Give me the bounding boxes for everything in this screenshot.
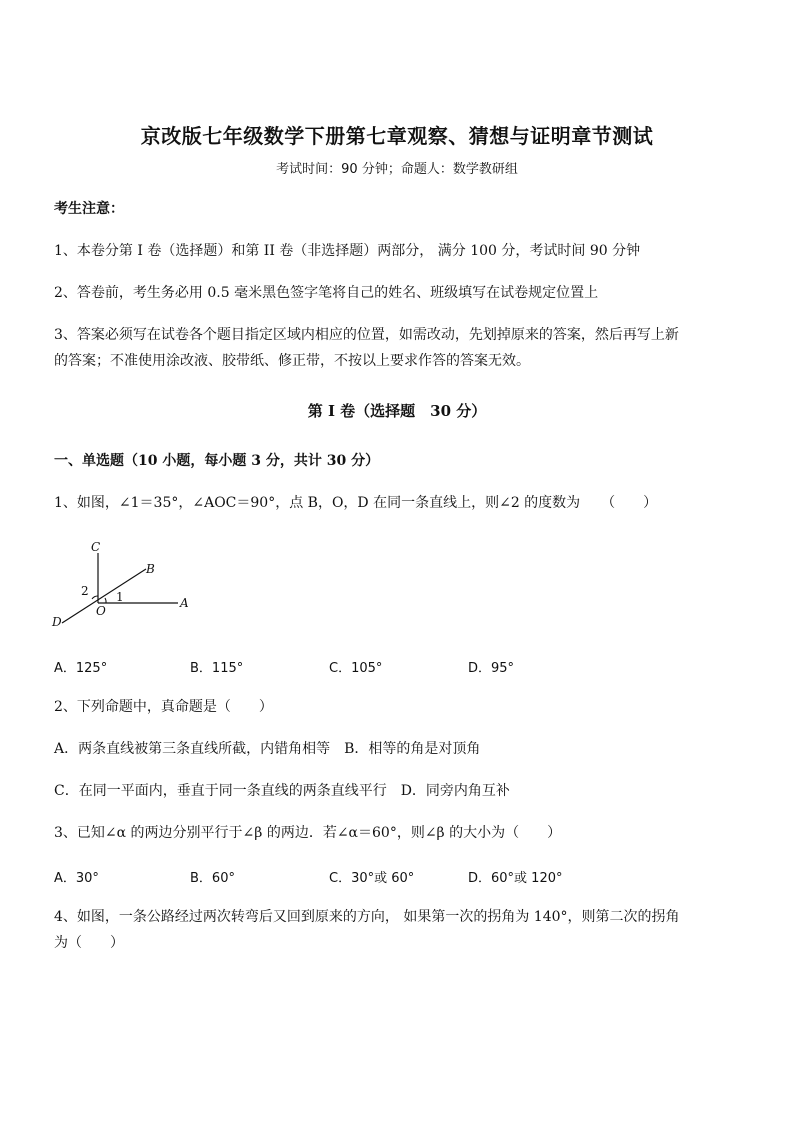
label-d: D (52, 615, 62, 629)
question-1-option-c: C．105° (329, 661, 383, 676)
notice-item-3-line2: 的答案；不准使用涂改液、胶带纸、修正带，不按以上要求作答的答案无效。 (54, 353, 530, 369)
section-title: 第 I 卷（选择题 30 分） (307, 402, 487, 420)
question-1-figure (50, 535, 200, 630)
question-1-option-b: B．115° (190, 661, 244, 676)
question-3-option-a: A．30° (54, 871, 99, 886)
document-subtitle: 考试时间：90 分钟；命题人：数学教研组 (276, 162, 518, 177)
label-b: B (146, 562, 155, 576)
question-3-option-c: C．30°或 60° (329, 871, 415, 886)
question-1-text: 1、如图，∠1＝35°，∠AOC＝90°，点 B，O，D 在同一条直线上，则∠2 的度数为 （ ） (54, 495, 658, 511)
question-2-options-line1: A．两条直线被第三条直线所截，内错角相等 B．相等的角是对顶角 (54, 741, 481, 757)
question-2-options-line2: C．在同一平面内，垂直于同一条直线的两条直线平行 D．同旁内角互补 (54, 783, 510, 799)
question-4-line2: 为（ ） (54, 935, 124, 951)
question-1-option-d: D．95° (468, 661, 515, 676)
label-angle-1: 1 (116, 590, 124, 604)
label-angle-2: 2 (81, 584, 89, 598)
notice-item-1: 1、本卷分第 I 卷（选择题）和第 II 卷（非选择题）两部分， 满分 100 分，考试时间 90 分钟 (54, 243, 641, 259)
label-a: A (180, 596, 189, 610)
notice-heading: 考生注意： (54, 201, 124, 217)
notice-item-2: 2、答卷前，考生务必用 0.5 毫米黑色签字笔将自己的姓名、班级填写在试卷规定位置上 (54, 285, 599, 301)
question-3-option-b: B．60° (190, 871, 235, 886)
question-4-line1: 4、如图，一条公路经过两次转弯后又回到原来的方向， 如果第一次的拐角为 140°，则第二次的拐角 (54, 909, 680, 925)
label-o: O (96, 604, 106, 618)
question-2-text: 2、下列命题中，真命题是（ ） (54, 699, 273, 715)
notice-item-3-line1: 3、答案必须写在试卷各个题目指定区域内相应的位置，如需改动，先划掉原来的答案，然后再写上新 (54, 327, 679, 343)
part-heading: 一、单选题（10 小题，每小题 3 分，共计 30 分） (54, 453, 380, 469)
question-1-option-a: A．125° (54, 661, 108, 676)
document-title: 京改版七年级数学下册第七章观察、猜想与证明章节测试 (140, 124, 654, 148)
question-3-text: 3、已知∠α 的两边分别平行于∠β 的两边．若∠α＝60°，则∠β 的大小为（ ） (54, 825, 562, 841)
angle-1-arc (105, 598, 106, 603)
question-3-option-d: D．60°或 120° (468, 871, 563, 886)
label-c: C (91, 540, 101, 554)
angle-2-arc (92, 596, 98, 599)
